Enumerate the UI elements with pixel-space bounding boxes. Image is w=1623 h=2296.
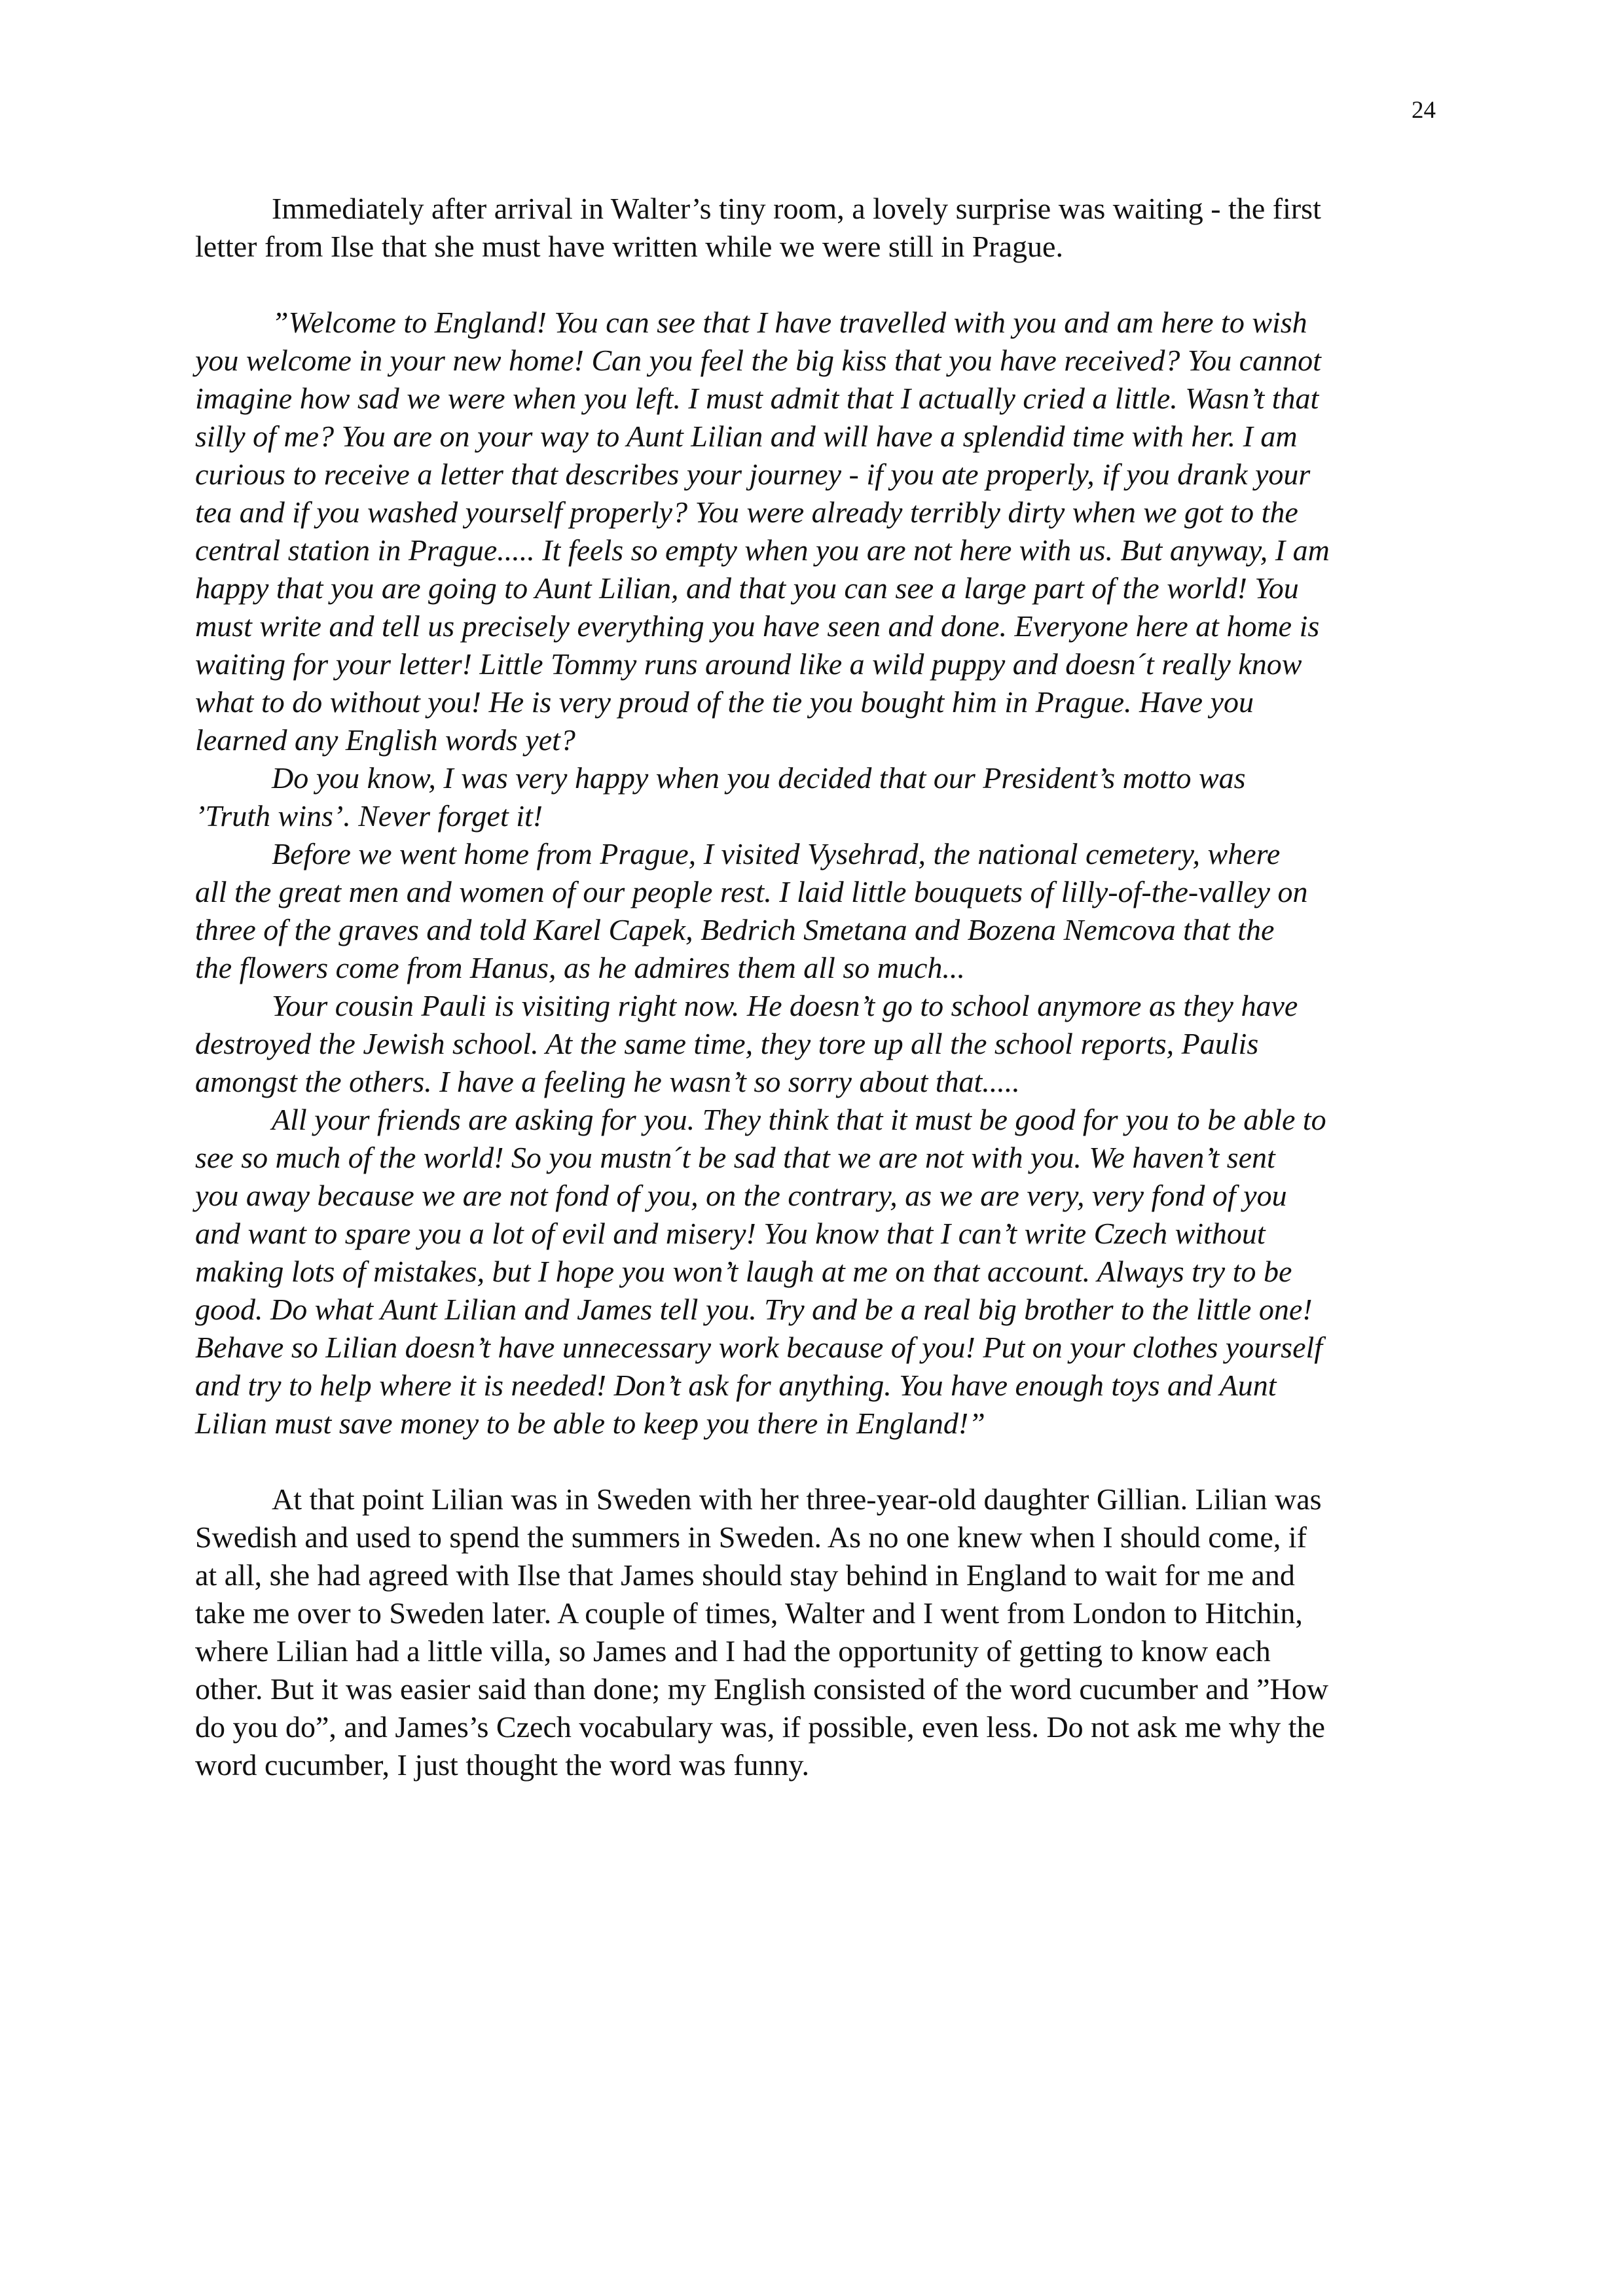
letter-quote <box>195 304 1447 1443</box>
text-line: imagine how sad we were when you left. I must admit that I actually cried a little. Wasn’t that <box>195 382 1319 415</box>
body-text <box>195 190 1447 1784</box>
page-number: 24 <box>1412 97 1436 124</box>
text-line: all the great men and women of our people rest. I laid little bouquets of lilly-of-the-valley on <box>195 875 1308 908</box>
text-line: you welcome in your new home! Can you feel the big kiss that you have received? You cannot <box>195 344 1321 377</box>
text-line: good. Do what Aunt Lilian and James tell you. Try and be a real big brother to the little one! <box>195 1293 1313 1326</box>
text-line: and try to help where it is needed! Don’t ask for anything. You have enough toys and Aunt <box>195 1369 1277 1402</box>
text-line: amongst the others. I have a feeling he wasn’t so sorry about that..... <box>195 1065 1020 1098</box>
letter-paragraph-vysehrad <box>195 835 1447 987</box>
text-line: destroyed the Jewish school. At the same time, they tore up all the school reports, Paulis <box>195 1027 1259 1060</box>
text-line: Immediately after arrival in Walter’s tiny room, a lovely surprise was waiting - the first <box>272 192 1321 225</box>
text-line: at all, she had agreed with Ilse that James should stay behind in England to wait for me and <box>195 1558 1295 1592</box>
text-line: central station in Prague..... It feels so empty when you are not here with us. But anyway, I am <box>195 533 1330 567</box>
text-line: Swedish and used to spend the summers in Sweden. As no one knew when I should come, if <box>195 1520 1307 1554</box>
text-line: Before we went home from Prague, I visited Vysehrad, the national cemetery, where <box>272 837 1281 870</box>
paragraph-arrival <box>195 190 1447 266</box>
text-line: word cucumber, I just thought the word was funny. <box>195 1748 809 1782</box>
text-line: Do you know, I was very happy when you decided that our President’s motto was <box>272 761 1246 795</box>
text-line: making lots of mistakes, but I hope you won’t laugh at me on that account. Always try to be <box>195 1255 1292 1288</box>
text-line: you away because we are not fond of you, on the contrary, as we are very, very fond of you <box>195 1179 1287 1212</box>
text-line: three of the graves and told Karel Capek, Bedrich Smetana and Bozena Nemcova that the <box>195 913 1275 946</box>
text-line: other. But it was easier said than done; my English consisted of the word cucumber and ”How <box>195 1672 1328 1706</box>
paragraph-sweden <box>195 1480 1447 1784</box>
letter-paragraph-welcome <box>195 304 1447 759</box>
text-line: see so much of the world! So you mustn´t be sad that we are not with you. We haven’t sent <box>195 1141 1275 1174</box>
text-line: At that point Lilian was in Sweden with her three-year-old daughter Gillian. Lilian was <box>272 1482 1322 1516</box>
text-line: do you do”, and James’s Czech vocabulary was, if possible, even less. Do not ask me why the <box>195 1710 1325 1744</box>
text-line: happy that you are going to Aunt Lilian, and that you can see a large part of the world! You <box>195 571 1299 605</box>
text-line: tea and if you washed yourself properly? You were already terribly dirty when we got to the <box>195 495 1298 529</box>
letter-paragraph-motto <box>195 759 1447 835</box>
text-line: ’Truth wins’. Never forget it! <box>195 799 543 833</box>
letter-paragraph-friends <box>195 1101 1447 1443</box>
text-line: waiting for your letter! Little Tommy runs around like a wild puppy and doesn´t really know <box>195 647 1302 681</box>
text-line: Behave so Lilian doesn’t have unnecessary work because of you! Put on your clothes yourself <box>195 1331 1323 1364</box>
text-line: learned any English words yet? <box>195 723 575 757</box>
text-line: letter from Ilse that she must have written while we were still in Prague. <box>195 230 1063 263</box>
text-line: ”Welcome to England! You can see that I have travelled with you and am here to wish <box>272 306 1307 339</box>
text-line: what to do without you! He is very proud of the tie you bought him in Prague. Have you <box>195 685 1254 719</box>
paragraph-gap <box>195 266 1447 304</box>
paragraph-gap <box>195 1443 1447 1480</box>
text-line: and want to spare you a lot of evil and misery! You know that I can’t write Czech without <box>195 1217 1266 1250</box>
text-line: the flowers come from Hanus, as he admires them all so much... <box>195 951 965 984</box>
text-line: Lilian must save money to be able to keep you there in England!” <box>195 1407 985 1440</box>
text-line: must write and tell us precisely everything you have seen and done. Everyone here at home is <box>195 609 1320 643</box>
text-line: silly of me? You are on your way to Aunt Lilian and will have a splendid time with her. I am <box>195 420 1298 453</box>
text-line: take me over to Sweden later. A couple of times, Walter and I went from London to Hitchin, <box>195 1596 1303 1630</box>
text-line: Your cousin Pauli is visiting right now. He doesn’t go to school anymore as they have <box>272 989 1298 1022</box>
letter-paragraph-pauli <box>195 987 1447 1101</box>
text-line: All your friends are asking for you. They think that it must be good for you to be able to <box>272 1103 1326 1136</box>
text-line: where Lilian had a little villa, so James and I had the opportunity of getting to know each <box>195 1634 1271 1668</box>
text-line: curious to receive a letter that describes your journey - if you ate properly, if you drank your <box>195 457 1311 491</box>
